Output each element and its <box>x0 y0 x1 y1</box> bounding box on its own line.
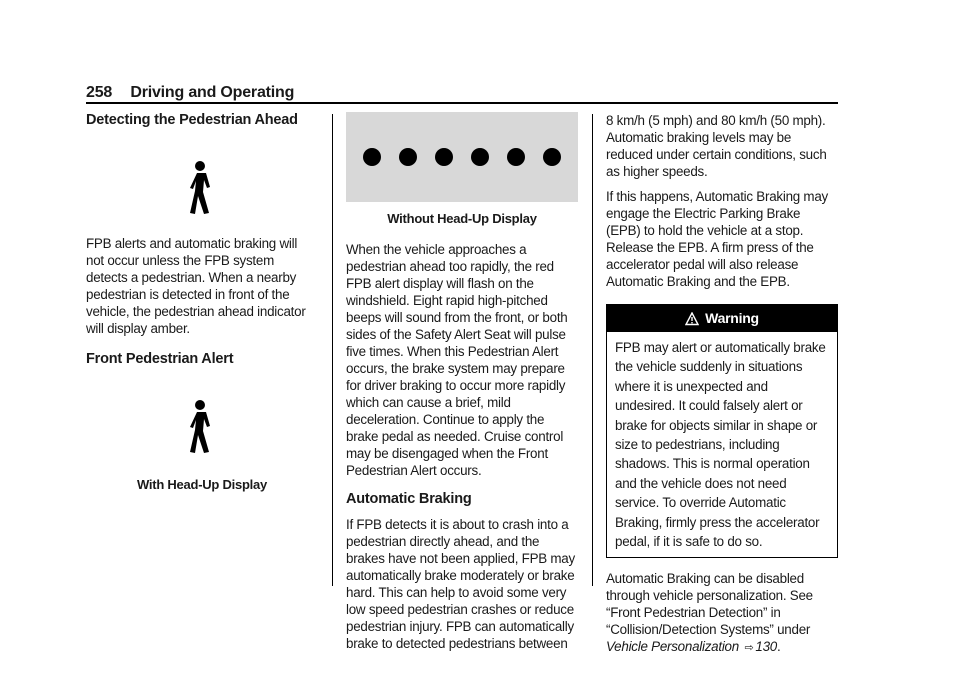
vehicle-personalization-link[interactable]: Vehicle Personalization <box>606 639 739 655</box>
speed-paragraph: 8 km/h (5 mph) and 80 km/h (50 mph). Automatic braking levels may be reduced under certain conditions, such as higher speeds. <box>606 113 827 179</box>
warning-box <box>606 304 838 558</box>
alert-paragraph: When the vehicle approaches a pedestrian ahead too rapidly, the red FPB alert display will flash on the windshield. Eight rapid high-pitched beeps will sound from the front, or both sides of the Safety Alert Seat will pulse five times. When this Pedestrian Alert occurs, the brake system may prepare for driver braking to occur more rapidly which can cause a brief, mild deceleration. Continue to apply the brake pedal as needed. Cruise control may be disengaged when the Front Pedestrian Alert occurs. <box>346 242 568 478</box>
warning-header <box>607 305 837 332</box>
column-divider-1 <box>332 114 333 586</box>
pedestrian-indicator-figure <box>86 161 318 215</box>
personalization-end: . <box>777 639 781 655</box>
heading-front-pedestrian-alert: Front Pedestrian Alert <box>86 351 234 367</box>
column-3 <box>606 112 838 665</box>
alert-dots-figure <box>346 112 578 202</box>
alert-dot-icon <box>507 148 525 166</box>
page-reference-icon: ⇨ <box>744 642 754 655</box>
page-reference-number[interactable]: 130 <box>755 639 777 655</box>
alert-dot-icon <box>399 148 417 166</box>
alert-dot-icon <box>435 148 453 166</box>
personalization-text: Automatic Braking can be disabled through vehicle personalization. See “Front Pedestrian Detection” in “Collision/Detection Systems” under <box>606 571 813 638</box>
heading-automatic-braking: Automatic Braking <box>346 491 472 507</box>
warning-title: Warning <box>705 310 759 326</box>
pedestrian-icon <box>187 400 217 454</box>
warning-text: FPB may alert or automatically brake the vehicle suddenly in situations where it is unexpected and undesired. It could falsely alert or brake for objects similar in shape or size to pedestrians, including shadows. This is normal operation and the vehicle does not need service. To override Automatic Braking, firmly press the accelerator pedal, if it is safe to do so. <box>615 340 826 550</box>
epb-paragraph: If this happens, Automatic Braking may engage the Electric Parking Brake (EPB) to hold the vehicle at a stop. Release the EPB. A firm press of the accelerator pedal will also release Automatic Braking and the EPB. <box>606 189 828 289</box>
pedestrian-icon <box>187 161 217 215</box>
heading-detecting-pedestrian: Detecting the Pedestrian Ahead <box>86 112 298 128</box>
caption-without-hud: Without Head-Up Display <box>387 211 537 226</box>
personalization-paragraph <box>606 570 838 657</box>
hud-pedestrian-figure <box>86 400 318 454</box>
page-header <box>86 84 838 104</box>
section-title: Driving and Operating <box>130 84 295 101</box>
alert-dot-icon <box>363 148 381 166</box>
alert-dot-icon <box>543 148 561 166</box>
column-divider-2 <box>592 114 593 586</box>
caption-with-hud: With Head-Up Display <box>137 477 267 492</box>
column-2 <box>346 112 578 660</box>
warning-triangle-icon <box>685 312 699 326</box>
braking-paragraph: If FPB detects it is about to crash into a pedestrian directly ahead, and the brakes have not been applied, FPB may automatically brake moderately or brake hard. This can help to avoid some very low speed pedestrian crashes or reduce pedestrian injury. FPB can automatically brake to detected pedestrians between <box>346 517 575 651</box>
header-rule <box>86 102 838 104</box>
page-number: 258 <box>86 84 113 101</box>
alert-dot-icon <box>471 148 489 166</box>
column-1 <box>86 112 318 503</box>
detecting-paragraph: FPB alerts and automatic braking will not occur unless the FPB system detects a pedestrian. When a nearby pedestrian is detected in front of the vehicle, the pedestrian ahead indicator will display amber. <box>86 236 306 336</box>
